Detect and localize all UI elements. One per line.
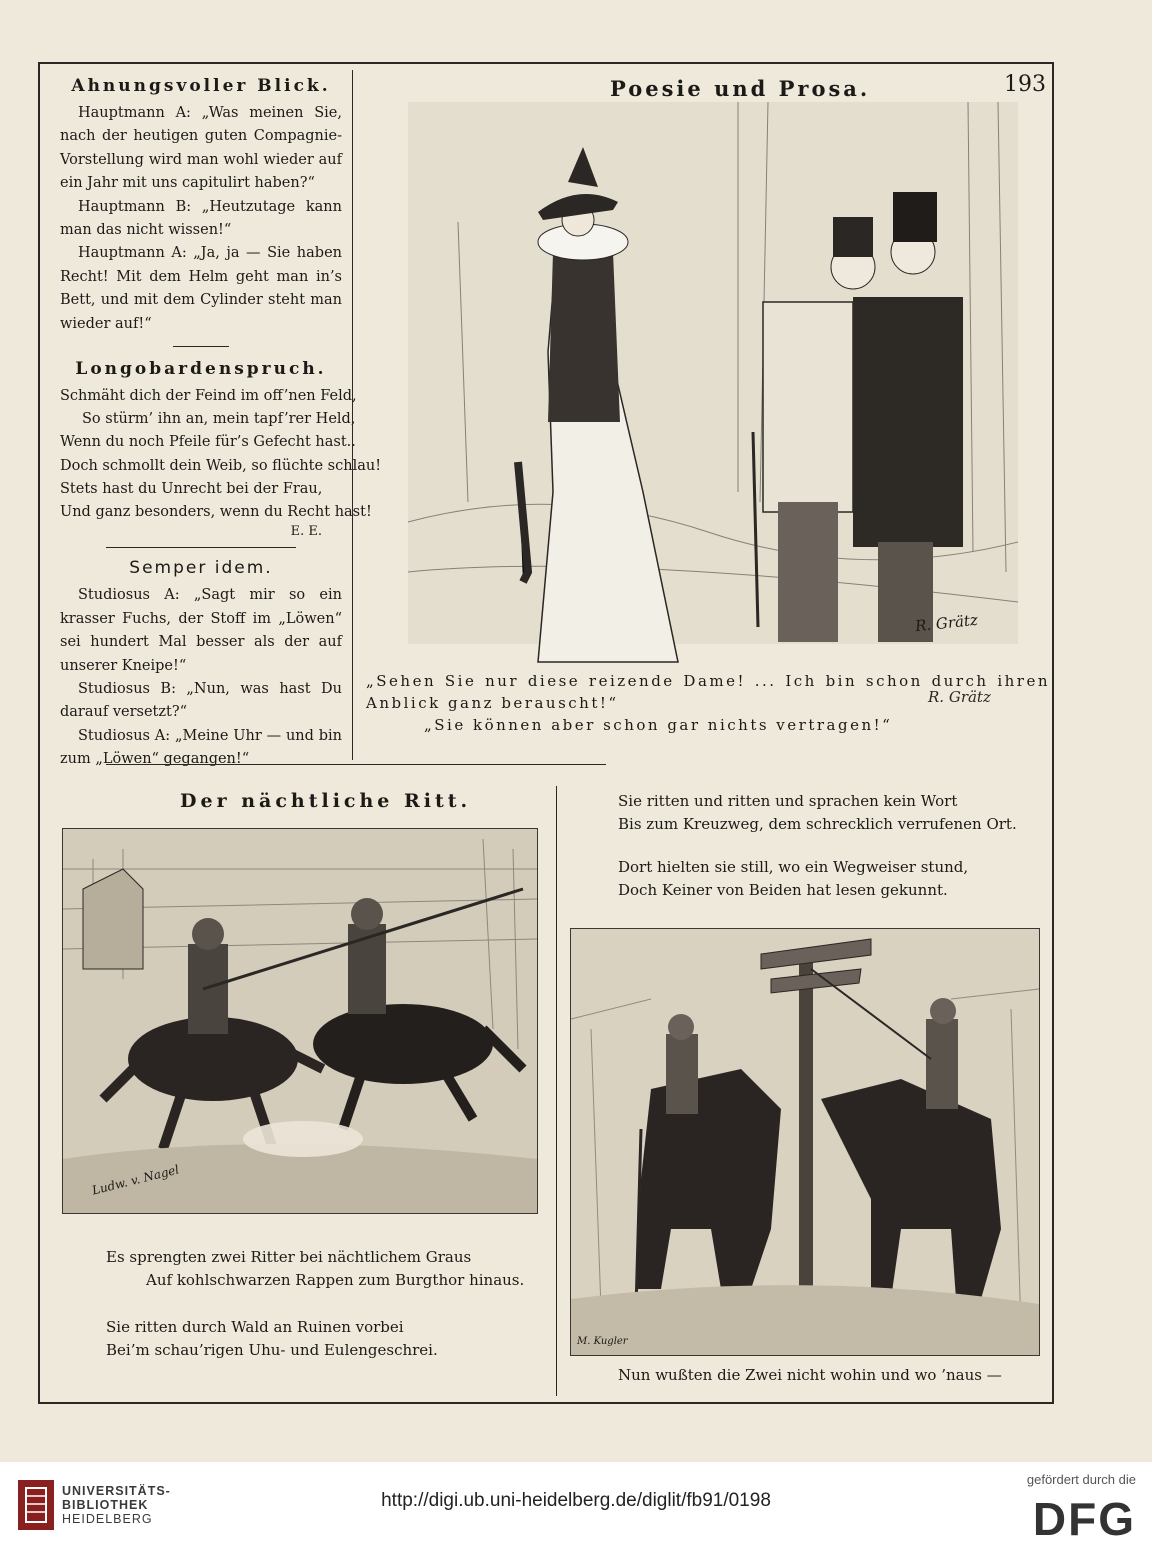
funding-note: gefördert durch die <box>1026 1472 1136 1487</box>
poem-line: So stürm’ ihn an, mein tapf’rer Held, <box>82 411 356 428</box>
dialogue-paragraph: Hauptmann A: „Ja, ja — Sie haben Recht! Mit dem Helm geht man in’s Bett, und mit dem Cylinder steht man wieder auf!“ <box>60 245 342 332</box>
dialogue-paragraph: Studiosus B: „Nun, was hast Du darauf versetzt?“ <box>60 680 342 721</box>
poem-line: Stets hast du Unrecht bei der Frau, <box>60 480 323 497</box>
section-title-longobarden: Longobardenspruch. <box>75 359 327 380</box>
illustration-signature-top: R. Grätz <box>914 610 979 636</box>
caption-line-1: „Sehen Sie nur diese reizende Dame! ... Ich bin schon durch ihren Anblick ganz berauscht!“ <box>366 672 1050 712</box>
poem-line: Doch schmollt dein Weib, so flüchte schlau! <box>60 457 382 474</box>
verse-line: Es sprengten zwei Ritter bei nächtlichem Graus <box>106 1248 472 1266</box>
dialogue-paragraph: Studiosus A: „Meine Uhr — und bin zum „Löwen“ gegangen!“ <box>60 727 342 768</box>
dfg-logo: DFG <box>1032 1493 1136 1545</box>
dialogue-paragraph: Hauptmann A: „Was meinen Sie, nach der heutigen guten Compagnie-Vorstellung wird man wohl wieder auf ein Jahr mit uns capitulirt haben?“ <box>60 105 342 192</box>
verse-line: Bis zum Kreuzweg, dem schrecklich verrufenen Ort. <box>618 815 1017 833</box>
library-name-line: HEIDELBERG <box>62 1512 153 1526</box>
poem-line: Schmäht dich der Feind im off’nen Feld, <box>60 388 357 405</box>
verse-line: Sie ritten und ritten und sprachen kein Wort <box>618 792 958 810</box>
verse-line-dropcap <box>106 1246 471 1269</box>
illustration-knights-at-signpost <box>570 928 1040 1356</box>
section-divider <box>106 764 606 765</box>
caption-line-2: „Sie können aber schon gar nichts vertragen!“ <box>424 716 893 734</box>
illustration-signature-left: Ludw. v. Nagel <box>90 1162 181 1198</box>
verse-line: Dort hielten sie still, wo ein Wegweiser stund, <box>618 858 969 876</box>
viewer-footer <box>0 1462 1152 1547</box>
dialogue-paragraph: Hauptmann B: „Heutzutage kann man das nicht wissen!“ <box>60 198 342 239</box>
illustration-signature-right: M. Kugler <box>577 1336 628 1347</box>
page-number: 193 <box>1004 72 1046 97</box>
section-title-semper-idem: Semper idem. <box>129 558 273 579</box>
library-name-line: UNIVERSITÄTS- <box>62 1484 171 1498</box>
column-rule <box>352 70 353 760</box>
poem-signature: E. E. <box>290 524 322 540</box>
running-title: Poesie und Prosa. <box>610 76 871 101</box>
permalink[interactable] <box>0 1490 1152 1512</box>
poem-line: Wenn du noch Pfeile für’s Gefecht hast.. <box>60 434 356 451</box>
verse-line: Sie ritten durch Wald an Ruinen vorbei <box>106 1318 404 1336</box>
divider <box>106 547 296 548</box>
illustration-galloping-knights <box>62 828 538 1214</box>
dialogue-paragraph: Studiosus A: „Sagt mir so ein krasser Fuchs, der Stoff im „Löwen“ sei hundert Mal besser als der auf unserer Kneipe!“ <box>60 587 342 674</box>
column-rule <box>556 786 557 1396</box>
verse-line: Auf kohlschwarzen Rappen zum Burgthor hinaus. <box>146 1271 525 1289</box>
section-title-naechtliche-ritt: Der nächtliche Ritt. <box>180 790 472 812</box>
divider <box>173 346 229 347</box>
verse-line: Nun wußten die Zwei nicht wohin und wo ’naus — <box>618 1366 1002 1384</box>
left-column <box>60 74 382 772</box>
permalink-link[interactable]: http://digi.ub.uni-heidelberg.de/diglit/fb91/0198 <box>381 1490 771 1511</box>
section-title-ahnungsvoller: Ahnungsvoller Blick. <box>71 76 331 96</box>
poem-line: Und ganz besonders, wenn du Recht hast! <box>60 504 372 521</box>
page-frame <box>38 62 1054 1404</box>
verse-line: Doch Keiner von Beiden hat lesen gekunnt. <box>618 881 948 899</box>
verse-line: Bei’m schau’rigen Uhu- und Eulengeschrei. <box>106 1341 438 1359</box>
library-name-line: BIBLIOTHEK <box>62 1498 149 1512</box>
illustration-signature: R. Grätz <box>928 688 991 706</box>
